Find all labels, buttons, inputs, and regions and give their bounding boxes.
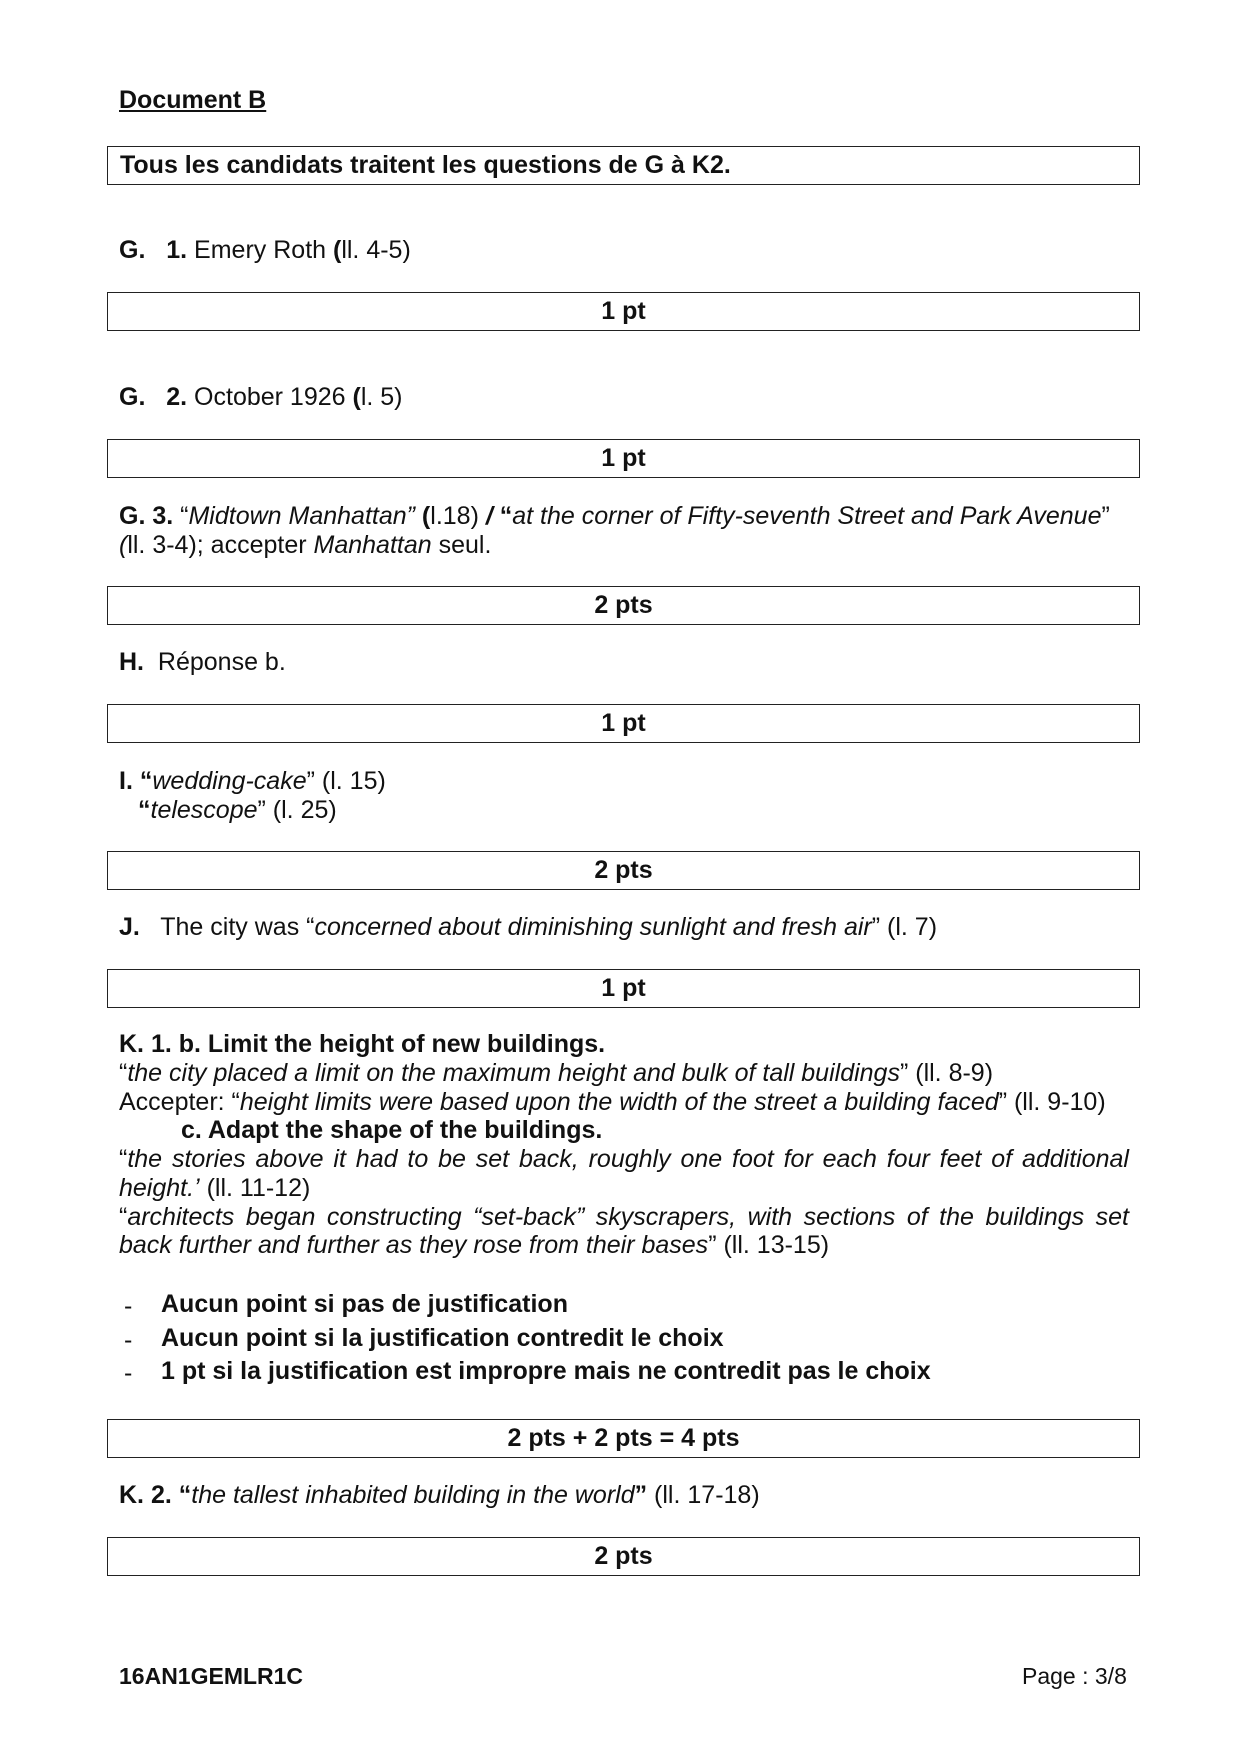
answer-k1b-title: K. 1. b. Limit the height of new buildings. [119,1030,606,1058]
quote-text: height.’ [119,1174,200,1202]
answer-g1 [119,236,411,264]
quote-open: “ [119,1203,128,1231]
points-box-g1: 1 pt [107,292,1140,331]
bullet-dash: - [124,1359,133,1387]
quote-text: at the corner of Fifty-seventh Street and Park Avenue [512,502,1102,530]
line-ref: ” (l. 7) [871,913,938,941]
paren: ( [414,502,431,530]
bullet-dash: - [124,1292,133,1320]
line-ref: ll. 4-5) [341,236,411,264]
paren: ( [352,383,361,411]
quote-text: concerned about diminishing sunlight and fresh air [314,913,872,941]
quote-open: “ [132,767,153,795]
bullet-dash: - [124,1326,133,1354]
answer-k1c-quote2-line1 [119,1203,1129,1231]
points-box-g3: 2 pts [107,586,1140,625]
line-ref: ll. 3-4); accepter [127,531,314,559]
answer-i-line2 [138,796,337,824]
paren: ( [119,531,128,559]
answer-text: Emery Roth [187,236,333,264]
quote-text: the city placed a limit on the maximum height and bulk of tall buildings [127,1059,900,1087]
quote-open: “ [492,502,513,530]
line-ref: ” (ll. 9-10) [998,1088,1106,1116]
quote-text: architects began constructing “set-back” skyscrapers, with sections of the buildings set [127,1203,1129,1231]
rule-item: Aucun point si pas de justification [161,1290,568,1318]
quote-open: “ [119,1145,128,1173]
answer-k1c-title: c. Adapt the shape of the buildings. [181,1116,603,1144]
answer-label: K. 2. “ [119,1481,192,1509]
italic-word: Manhattan [313,531,432,559]
accept-label: Accepter: “ [119,1088,240,1116]
line-ref: l. 5) [360,383,403,411]
rule-item: Aucun point si la justification contredit le choix [161,1324,724,1352]
slash: / [485,502,493,530]
answer-h [119,648,286,676]
answer-text: October 1926 [187,383,353,411]
answer-label: G. [119,383,146,411]
quote-open: “ [138,796,151,824]
answer-label: J. [119,913,140,941]
quote-close: ” [1101,502,1110,530]
quote-text: telescope [150,796,258,824]
points-box-g2: 1 pt [107,439,1140,478]
line-ref: ” (ll. 8-9) [899,1059,994,1087]
answer-i-line1 [119,767,386,795]
points-box-k1: 2 pts + 2 pts = 4 pts [107,1419,1140,1458]
rule-item: 1 pt si la justification est impropre mais ne contredit pas le choix [161,1357,931,1385]
quote-open: “ [173,502,189,530]
line-ref: ” (l. 15) [306,767,386,795]
answer-number: 1. [166,236,188,264]
answer-text: The city was “ [153,913,315,941]
quote-close: ” [634,1481,648,1509]
instruction-box: Tous les candidats traitent les questions de G à K2. [107,146,1140,185]
answer-j [119,913,937,941]
document-heading: Document B [119,86,267,114]
answer-number: 2. [166,383,188,411]
text: seul. [431,531,492,559]
footer-page: Page : 3/8 [1022,1663,1127,1689]
quote-open: “ [119,1059,128,1087]
answer-g2 [119,383,403,411]
footer-code: 16AN1GEMLR1C [119,1663,304,1689]
answer-k1c-quote2-line2 [119,1231,829,1259]
quote-text: wedding-cake [152,767,307,795]
answer-k1b-accept [119,1088,1106,1116]
line-ref: l.18) [430,502,486,530]
answer-k1c-quote1-line2 [119,1174,310,1202]
points-box-k2: 2 pts [107,1537,1140,1576]
answer-k1b-quote [119,1059,993,1087]
answer-k2 [119,1481,760,1509]
line-ref: ” (l. 25) [257,796,337,824]
answer-label: I. [119,767,133,795]
answer-text: Réponse b. [150,648,286,676]
paren: ( [332,236,342,264]
points-box-h: 1 pt [107,704,1140,743]
quote-text: back further and further as they rose from their bases [119,1231,709,1259]
answer-k1c-quote1-line1 [119,1145,1129,1173]
answer-g3-line1 [119,502,1110,530]
answer-label: G. [119,236,146,264]
points-box-j: 1 pt [107,969,1140,1008]
answer-g3-line2 [119,531,491,559]
quote-text: height limits were based upon the width of the street a building faced [239,1088,999,1116]
line-ref: (ll. 11-12) [199,1174,311,1202]
line-ref: ” (ll. 13-15) [708,1231,830,1259]
answer-label: H. [119,648,144,676]
answer-label: G. 3. [119,502,174,530]
points-box-i: 2 pts [107,851,1140,890]
quote-text: the stories above it had to be set back, roughly one foot for each four feet of additional [127,1145,1129,1173]
line-ref: (ll. 17-18) [647,1481,760,1509]
quote-text: Midtown Manhattan” [188,502,415,530]
quote-text: the tallest inhabited building in the world [191,1481,635,1509]
